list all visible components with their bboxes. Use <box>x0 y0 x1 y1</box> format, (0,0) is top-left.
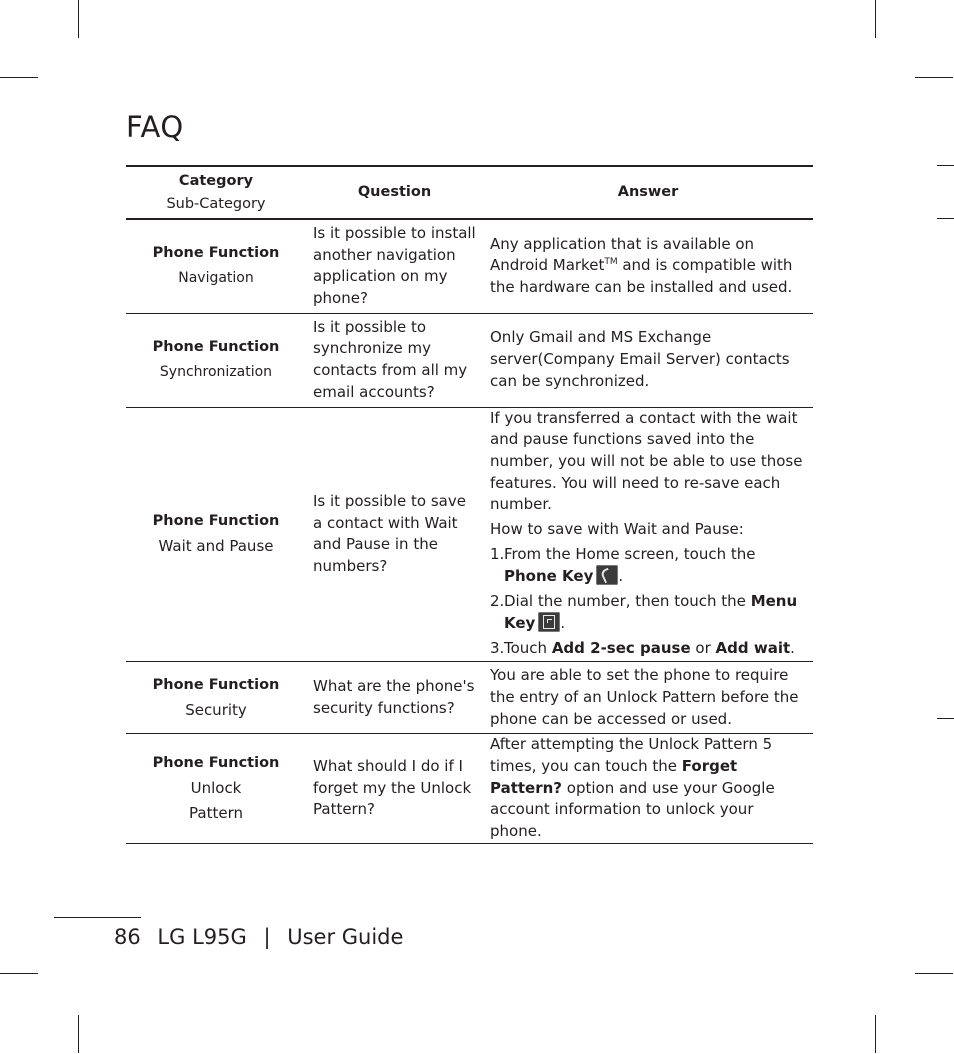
table-row <box>126 662 813 734</box>
page-title: FAQ <box>126 110 184 144</box>
step-text: Dial the number, then touch the <box>504 591 751 610</box>
answer-intro: If you transferred a contact with the wait and pause functions saved into the number, you will not be able to use those features. You will need to re-save each number. <box>490 408 803 514</box>
step-item <box>490 590 809 635</box>
sub-category-label: Security <box>185 700 247 719</box>
header-answer <box>483 166 813 219</box>
question-cell: Is it possible to save a contact with Wait and Pause in the numbers? <box>306 407 483 662</box>
answer-text: Any application that is available on Android Market <box>490 234 755 275</box>
answer-bold: Forget Pattern? <box>490 756 738 797</box>
answer-cell <box>483 734 813 844</box>
header-sub-category-label: Sub-Category <box>166 195 266 212</box>
step-number: 2. <box>490 591 505 610</box>
crop-mark <box>937 165 954 166</box>
step-bold: Phone Key <box>504 567 594 586</box>
answer-cell <box>483 219 813 313</box>
crop-mark <box>937 718 954 719</box>
table-row <box>126 407 813 662</box>
header-answer-label: Answer <box>617 184 679 200</box>
step-number: 1. <box>490 544 505 563</box>
header-question <box>306 166 483 219</box>
category-label: Phone Function <box>152 245 280 262</box>
crop-mark <box>875 1015 876 1053</box>
step-end: . <box>560 614 566 633</box>
table-row <box>126 219 813 313</box>
answer-text: After attempting the Unlock Pattern 5 times, you can touch the <box>490 735 773 775</box>
question-cell: What are the phone's security functions? <box>306 662 483 734</box>
step-text: Touch <box>504 638 552 657</box>
category-cell <box>126 734 306 844</box>
question-cell: Is it possible to install another navigation application on my phone? <box>306 219 483 313</box>
phone-key-icon <box>596 565 618 585</box>
step-text: or <box>690 638 716 657</box>
question-cell: Is it possible to synchronize my contacts from all my email accounts? <box>306 313 483 407</box>
step-bold: Menu Key <box>504 591 798 633</box>
sub-category-label: Navigation <box>178 270 254 287</box>
header-category-label: Category <box>178 172 254 189</box>
page-footer <box>114 925 413 949</box>
faq-table <box>126 165 813 844</box>
category-cell <box>126 662 306 734</box>
table-header-row <box>126 166 813 219</box>
step-bold: Add wait <box>715 638 791 657</box>
sub-category-label: Unlock <box>190 778 242 797</box>
crop-mark <box>0 973 38 974</box>
footer-rule <box>54 917 141 918</box>
footer-separator: | <box>263 925 271 949</box>
category-label: Phone Function <box>152 754 280 771</box>
page-number: 86 <box>114 925 141 949</box>
answer-cell: Only Gmail and MS Exchange server(Company Email Server) contacts can be synchronized. <box>483 313 813 407</box>
table-row <box>126 313 813 407</box>
table-row <box>126 734 813 844</box>
guide-name: User Guide <box>287 925 404 949</box>
crop-mark <box>915 973 953 974</box>
menu-key-icon <box>538 612 560 632</box>
crop-mark <box>78 1015 79 1053</box>
step-end: . <box>618 567 624 586</box>
sub-category-label: Wait and Pause <box>158 537 274 556</box>
question-cell: What should I do if I forget my the Unlock Pattern? <box>306 734 483 844</box>
answer-text: option and use your Google account information to unlock your phone. <box>490 778 775 841</box>
category-label: Phone Function <box>152 339 280 355</box>
steps-list <box>490 543 809 660</box>
product-name: LG L95G <box>157 925 247 949</box>
answer-cell <box>483 407 813 662</box>
sub-category-label: Pattern <box>189 803 243 822</box>
step-item <box>490 637 809 660</box>
category-cell <box>126 313 306 407</box>
step-text: From the Home screen, touch the <box>504 544 756 563</box>
crop-mark <box>875 0 876 38</box>
step-item <box>490 543 809 588</box>
answer-cell: You are able to set the phone to require the entry of an Unlock Pattern before the phone can be accessed or used. <box>483 662 813 734</box>
answer-text: and is compatible with the hardware can be installed and used. <box>490 256 793 297</box>
trademark-mark: TM <box>604 257 618 268</box>
crop-mark <box>78 0 79 38</box>
step-bold: Add 2-sec pause <box>551 638 691 657</box>
category-label: Phone Function <box>152 513 280 530</box>
step-end: . <box>790 638 795 657</box>
header-question-label: Question <box>357 184 432 200</box>
header-category <box>126 166 306 219</box>
category-cell <box>126 219 306 313</box>
answer-howto: How to save with Wait and Pause: <box>490 520 744 539</box>
category-label: Phone Function <box>152 676 280 693</box>
crop-mark <box>915 77 953 78</box>
crop-mark <box>937 218 954 219</box>
category-cell <box>126 407 306 662</box>
crop-mark <box>0 77 38 78</box>
sub-category-label: Synchronization <box>159 364 273 380</box>
step-number: 3. <box>490 638 505 657</box>
